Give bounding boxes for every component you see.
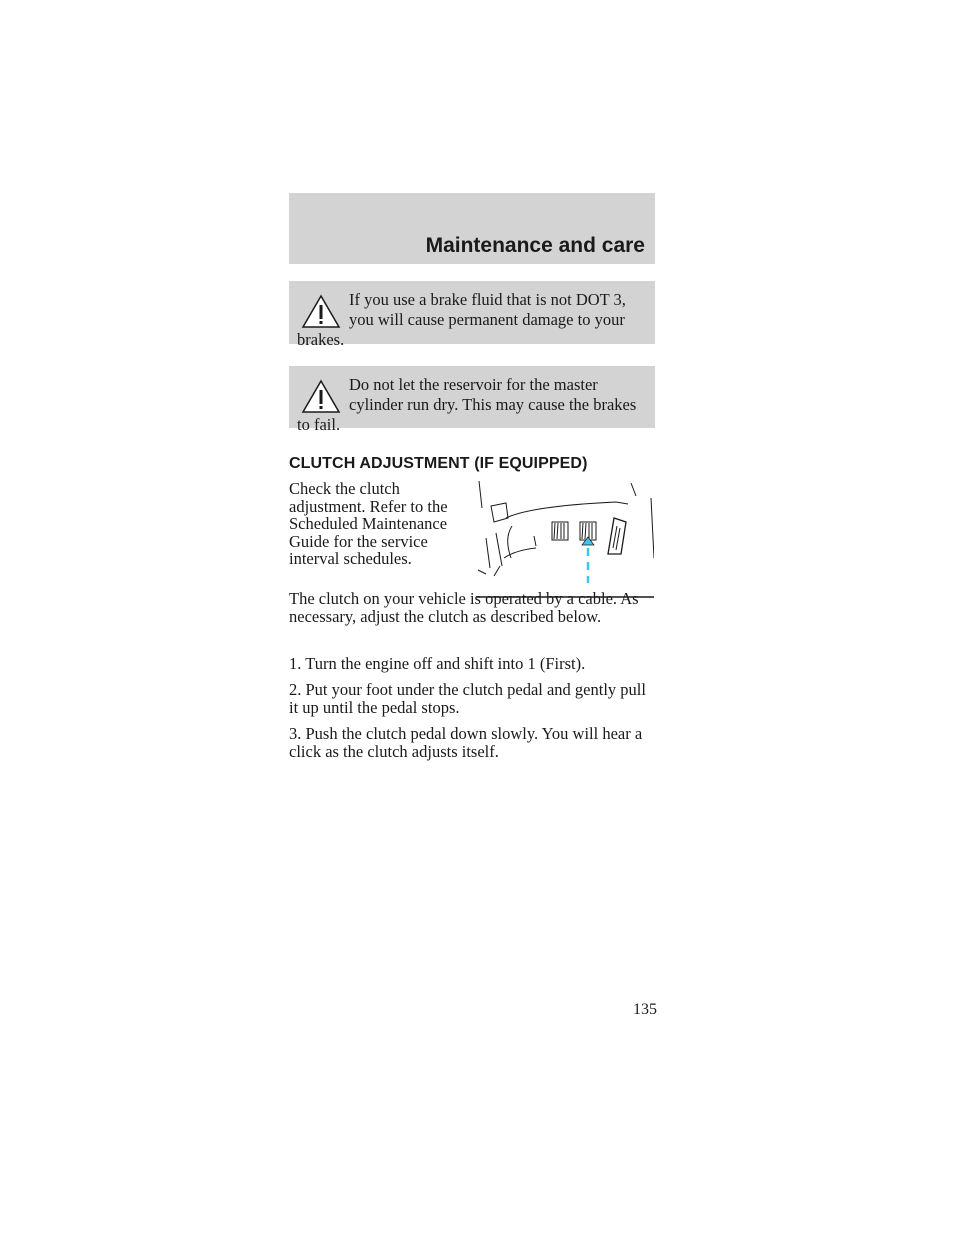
paragraph-check-adjustment: Check the clutch adjustment. Refer to the Scheduled Maintenance Guide for the service interval schedules. xyxy=(289,479,448,568)
header-title: Maintenance and care xyxy=(425,234,645,257)
warning-triangle-icon xyxy=(301,294,341,330)
warning-triangle-icon xyxy=(301,379,341,415)
warning-text: Do not let the reservoir for the master cylinder run dry. This may cause the brakes to fail. xyxy=(297,375,637,434)
section-header xyxy=(289,193,655,264)
page-number: 135 xyxy=(633,1001,657,1018)
section-heading: CLUTCH ADJUSTMENT (IF EQUIPPED) xyxy=(289,455,588,472)
step-3: 3. Push the clutch pedal down slowly. You will hear a click as the clutch adjusts itself. xyxy=(289,724,643,761)
paragraph-cable-text: The clutch on your vehicle is operated by a cable. As necessary, adjust the clutch as described below. xyxy=(289,589,639,626)
warning-text: If you use a brake fluid that is not DOT 3, you will cause permanent damage to your brakes. xyxy=(297,290,626,349)
step-1: 1. Turn the engine off and shift into 1 (First). xyxy=(289,654,586,673)
warning-box xyxy=(289,281,655,349)
step-2: 2. Put your foot under the clutch pedal and gently pull it up until the pedal stops. xyxy=(289,680,646,717)
warning-box xyxy=(289,366,655,434)
pedal-assembly-illustration xyxy=(476,478,654,600)
